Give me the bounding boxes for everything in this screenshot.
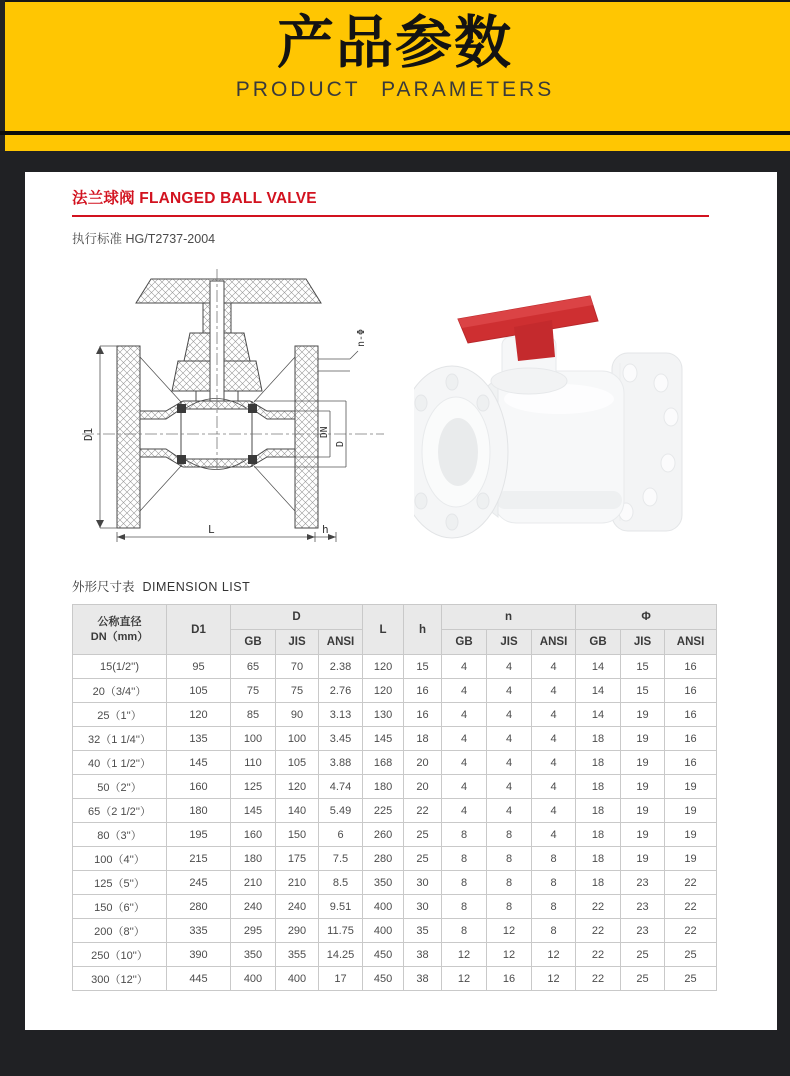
cell-value: 295 — [231, 919, 276, 943]
title-underline — [72, 215, 709, 217]
cell-value: 19 — [665, 799, 717, 823]
cell-value: 2.38 — [319, 655, 363, 679]
dimension-table-body — [73, 655, 717, 991]
cell-value: 11.75 — [319, 919, 363, 943]
cell-value: 175 — [276, 847, 319, 871]
valve-section — [117, 279, 321, 528]
cell-value: 23 — [621, 871, 665, 895]
table-row — [73, 775, 717, 799]
cell-value: 8 — [442, 871, 487, 895]
col-header-h: h — [404, 605, 442, 655]
dimension-heading-cn: 外形尺寸表 — [72, 580, 135, 594]
page-subtitle: PRODUCT PARAMETERS — [235, 77, 555, 101]
cell-value: 110 — [231, 751, 276, 775]
cell-dn: 32（1 1/4''） — [73, 727, 167, 751]
page-body — [0, 172, 790, 1076]
cell-value: 90 — [276, 703, 319, 727]
cell-value: 3.13 — [319, 703, 363, 727]
cell-value: 8 — [442, 847, 487, 871]
cell-value: 19 — [621, 847, 665, 871]
cell-value: 25 — [665, 967, 717, 991]
cell-value: 18 — [576, 847, 621, 871]
cell-value: 19 — [621, 703, 665, 727]
cell-value: 18 — [404, 727, 442, 751]
cell-value: 145 — [231, 799, 276, 823]
cell-value: 18 — [576, 751, 621, 775]
cell-value: 20 — [404, 775, 442, 799]
cell-value: 168 — [363, 751, 404, 775]
cell-value: 240 — [231, 895, 276, 919]
cell-value: 8 — [442, 895, 487, 919]
table-row — [73, 751, 717, 775]
dimension-table — [72, 604, 717, 991]
hero-banner — [0, 0, 790, 151]
cell-value: 180 — [231, 847, 276, 871]
cell-value: 4 — [442, 775, 487, 799]
cell-value: 4 — [487, 727, 532, 751]
cell-value: 16 — [665, 655, 717, 679]
dimension-table-head — [73, 605, 717, 655]
cell-value: 8 — [487, 847, 532, 871]
cell-value: 400 — [363, 895, 404, 919]
dim-label-n-phi: n-Φ — [356, 328, 367, 347]
cell-value: 240 — [276, 895, 319, 919]
cell-value: 160 — [167, 775, 231, 799]
cell-value: 210 — [276, 871, 319, 895]
cell-value: 8 — [487, 895, 532, 919]
cell-value: 5.49 — [319, 799, 363, 823]
table-row — [73, 727, 717, 751]
table-row — [73, 655, 717, 679]
cell-value: 225 — [363, 799, 404, 823]
cell-value: 120 — [363, 655, 404, 679]
cell-value: 4 — [532, 751, 576, 775]
cell-value: 14.25 — [319, 943, 363, 967]
cell-value: 16 — [665, 679, 717, 703]
table-row — [73, 703, 717, 727]
cell-value: 19 — [665, 823, 717, 847]
cell-value: 245 — [167, 871, 231, 895]
cell-value: 16 — [404, 703, 442, 727]
cell-value: 100 — [276, 727, 319, 751]
cell-dn: 200（8''） — [73, 919, 167, 943]
cell-value: 85 — [231, 703, 276, 727]
cell-value: 14 — [576, 655, 621, 679]
cell-dn: 25（1''） — [73, 703, 167, 727]
cell-value: 95 — [167, 655, 231, 679]
technical-drawing — [78, 261, 398, 561]
cell-value: 180 — [363, 775, 404, 799]
cell-value: 25 — [404, 847, 442, 871]
cell-dn: 100（4''） — [73, 847, 167, 871]
cell-value: 16 — [404, 679, 442, 703]
content-card — [25, 172, 777, 1030]
cell-value: 38 — [404, 943, 442, 967]
cell-value: 8 — [532, 895, 576, 919]
cell-dn: 80（3''） — [73, 823, 167, 847]
cell-value: 160 — [231, 823, 276, 847]
cell-dn: 65（2 1/2''） — [73, 799, 167, 823]
cell-value: 120 — [167, 703, 231, 727]
cell-value: 18 — [576, 871, 621, 895]
cell-value: 7.5 — [319, 847, 363, 871]
cell-dn: 150（6''） — [73, 895, 167, 919]
dim-label-d: D — [335, 440, 346, 447]
product-photo — [414, 265, 714, 555]
cell-value: 4.74 — [319, 775, 363, 799]
table-row — [73, 679, 717, 703]
cell-value: 450 — [363, 967, 404, 991]
cell-value: 400 — [363, 919, 404, 943]
col-header-l: L — [363, 605, 404, 655]
cell-value: 25 — [621, 967, 665, 991]
cell-value: 335 — [167, 919, 231, 943]
table-row — [73, 967, 717, 991]
cell-value: 280 — [167, 895, 231, 919]
table-row — [73, 799, 717, 823]
cell-value: 400 — [231, 967, 276, 991]
hero-left-sliver — [0, 0, 5, 151]
cell-value: 22 — [665, 871, 717, 895]
cell-value: 25 — [404, 823, 442, 847]
cell-value: 4 — [532, 727, 576, 751]
table-row — [73, 823, 717, 847]
cell-value: 3.88 — [319, 751, 363, 775]
cell-value: 38 — [404, 967, 442, 991]
subcol-n-jis: JIS — [487, 630, 532, 655]
cell-value: 19 — [621, 751, 665, 775]
cell-value: 4 — [487, 679, 532, 703]
cell-value: 4 — [532, 775, 576, 799]
cell-value: 65 — [231, 655, 276, 679]
cell-value: 3.45 — [319, 727, 363, 751]
hero-top-edge — [0, 0, 790, 2]
cell-value: 22 — [576, 943, 621, 967]
cell-value: 6 — [319, 823, 363, 847]
cell-value: 100 — [231, 727, 276, 751]
cell-value: 19 — [621, 727, 665, 751]
cell-value: 30 — [404, 895, 442, 919]
cell-value: 4 — [442, 703, 487, 727]
cell-value: 16 — [665, 727, 717, 751]
cell-value: 22 — [665, 919, 717, 943]
cell-value: 19 — [621, 799, 665, 823]
col-group-n: n — [442, 605, 576, 630]
cell-value: 4 — [442, 655, 487, 679]
subcol-phi-jis: JIS — [621, 630, 665, 655]
subcol-phi-ansi: ANSI — [665, 630, 717, 655]
cell-value: 16 — [665, 751, 717, 775]
cell-value: 140 — [276, 799, 319, 823]
cell-value: 4 — [442, 751, 487, 775]
cell-value: 4 — [532, 823, 576, 847]
cell-value: 19 — [665, 775, 717, 799]
cell-value: 4 — [442, 679, 487, 703]
cell-value: 8 — [442, 823, 487, 847]
cell-value: 8 — [532, 919, 576, 943]
product-title: 法兰球阀 FLANGED BALL VALVE — [72, 190, 317, 207]
cell-value: 215 — [167, 847, 231, 871]
cell-value: 18 — [576, 823, 621, 847]
cell-value: 355 — [276, 943, 319, 967]
cell-value: 4 — [532, 799, 576, 823]
cell-value: 105 — [276, 751, 319, 775]
col-header-dn: 公称直径 DN（mm） — [73, 605, 167, 655]
cell-value: 390 — [167, 943, 231, 967]
page-title: 产品参数 — [277, 11, 513, 75]
dimension-heading — [72, 577, 730, 595]
cell-value: 350 — [231, 943, 276, 967]
cell-value: 22 — [576, 919, 621, 943]
cell-value: 445 — [167, 967, 231, 991]
cell-value: 8 — [532, 847, 576, 871]
cell-value: 4 — [487, 775, 532, 799]
subcol-d-gb: GB — [231, 630, 276, 655]
cell-value: 12 — [487, 919, 532, 943]
cell-value: 15 — [621, 679, 665, 703]
cell-dn: 40（1 1/2''） — [73, 751, 167, 775]
cell-dn: 125（5''） — [73, 871, 167, 895]
cell-value: 2.76 — [319, 679, 363, 703]
dim-label-dn: DN — [319, 426, 330, 438]
cell-value: 145 — [363, 727, 404, 751]
cell-value: 280 — [363, 847, 404, 871]
cell-value: 12 — [442, 967, 487, 991]
cell-value: 135 — [167, 727, 231, 751]
table-row — [73, 871, 717, 895]
cell-value: 4 — [487, 703, 532, 727]
cell-value: 18 — [576, 727, 621, 751]
dim-label-h: h — [322, 523, 329, 536]
cell-value: 4 — [487, 655, 532, 679]
cell-value: 23 — [621, 895, 665, 919]
cell-value: 4 — [532, 703, 576, 727]
cell-value: 12 — [442, 943, 487, 967]
cell-value: 8 — [532, 871, 576, 895]
cell-value: 105 — [167, 679, 231, 703]
cell-value: 25 — [665, 943, 717, 967]
cell-dn: 15(1/2'') — [73, 655, 167, 679]
cell-value: 125 — [231, 775, 276, 799]
table-row — [73, 919, 717, 943]
cell-value: 450 — [363, 943, 404, 967]
cell-value: 180 — [167, 799, 231, 823]
cell-value: 8 — [487, 871, 532, 895]
cell-value: 8.5 — [319, 871, 363, 895]
figures-row — [72, 261, 730, 563]
table-row — [73, 943, 717, 967]
cell-value: 70 — [276, 655, 319, 679]
cell-value: 350 — [363, 871, 404, 895]
col-group-d: D — [231, 605, 363, 630]
cell-value: 22 — [576, 895, 621, 919]
cell-value: 120 — [363, 679, 404, 703]
cell-value: 18 — [576, 775, 621, 799]
cell-dn: 300（12''） — [73, 967, 167, 991]
table-row — [73, 847, 717, 871]
subcol-d-jis: JIS — [276, 630, 319, 655]
subcol-n-ansi: ANSI — [532, 630, 576, 655]
cell-value: 4 — [532, 655, 576, 679]
dim-label-l: L — [208, 523, 215, 536]
cell-value: 145 — [167, 751, 231, 775]
cell-value: 16 — [665, 703, 717, 727]
col-group-phi: Φ — [576, 605, 717, 630]
dimension-heading-en: DIMENSION LIST — [142, 580, 251, 594]
cell-value: 75 — [231, 679, 276, 703]
cell-value: 30 — [404, 871, 442, 895]
cell-value: 12 — [532, 943, 576, 967]
cell-value: 4 — [532, 679, 576, 703]
cell-value: 4 — [442, 799, 487, 823]
cell-dn: 250（10''） — [73, 943, 167, 967]
hero-divider — [0, 131, 790, 135]
cell-value: 4 — [487, 751, 532, 775]
standard-text: 执行标准 HG/T2737-2004 — [72, 232, 216, 246]
col-header-d1: D1 — [167, 605, 231, 655]
cell-value: 400 — [276, 967, 319, 991]
subcol-phi-gb: GB — [576, 630, 621, 655]
cell-value: 75 — [276, 679, 319, 703]
cell-value: 14 — [576, 679, 621, 703]
cell-value: 20 — [404, 751, 442, 775]
cell-value: 19 — [621, 823, 665, 847]
cell-value: 18 — [576, 799, 621, 823]
cell-value: 16 — [487, 967, 532, 991]
table-row — [73, 895, 717, 919]
red-handle — [458, 296, 598, 361]
cell-value: 9.51 — [319, 895, 363, 919]
cell-value: 23 — [621, 919, 665, 943]
subcol-n-gb: GB — [442, 630, 487, 655]
cell-value: 290 — [276, 919, 319, 943]
cell-value: 19 — [665, 847, 717, 871]
cell-value: 15 — [621, 655, 665, 679]
cell-value: 19 — [621, 775, 665, 799]
cell-value: 195 — [167, 823, 231, 847]
cell-value: 4 — [487, 799, 532, 823]
cell-value: 8 — [487, 823, 532, 847]
cell-value: 15 — [404, 655, 442, 679]
cell-value: 14 — [576, 703, 621, 727]
cell-value: 12 — [487, 943, 532, 967]
cell-value: 8 — [442, 919, 487, 943]
cell-value: 120 — [276, 775, 319, 799]
cell-value: 22 — [404, 799, 442, 823]
cell-value: 17 — [319, 967, 363, 991]
cell-value: 4 — [442, 727, 487, 751]
cell-dn: 50（2''） — [73, 775, 167, 799]
cell-value: 12 — [532, 967, 576, 991]
cell-value: 260 — [363, 823, 404, 847]
cell-value: 22 — [576, 967, 621, 991]
cell-value: 130 — [363, 703, 404, 727]
cell-value: 210 — [231, 871, 276, 895]
cell-value: 25 — [621, 943, 665, 967]
cell-value: 22 — [665, 895, 717, 919]
dim-label-d1: D1 — [82, 427, 95, 441]
subcol-d-ansi: ANSI — [319, 630, 363, 655]
cell-value: 35 — [404, 919, 442, 943]
cell-value: 150 — [276, 823, 319, 847]
cell-dn: 20（3/4''） — [73, 679, 167, 703]
